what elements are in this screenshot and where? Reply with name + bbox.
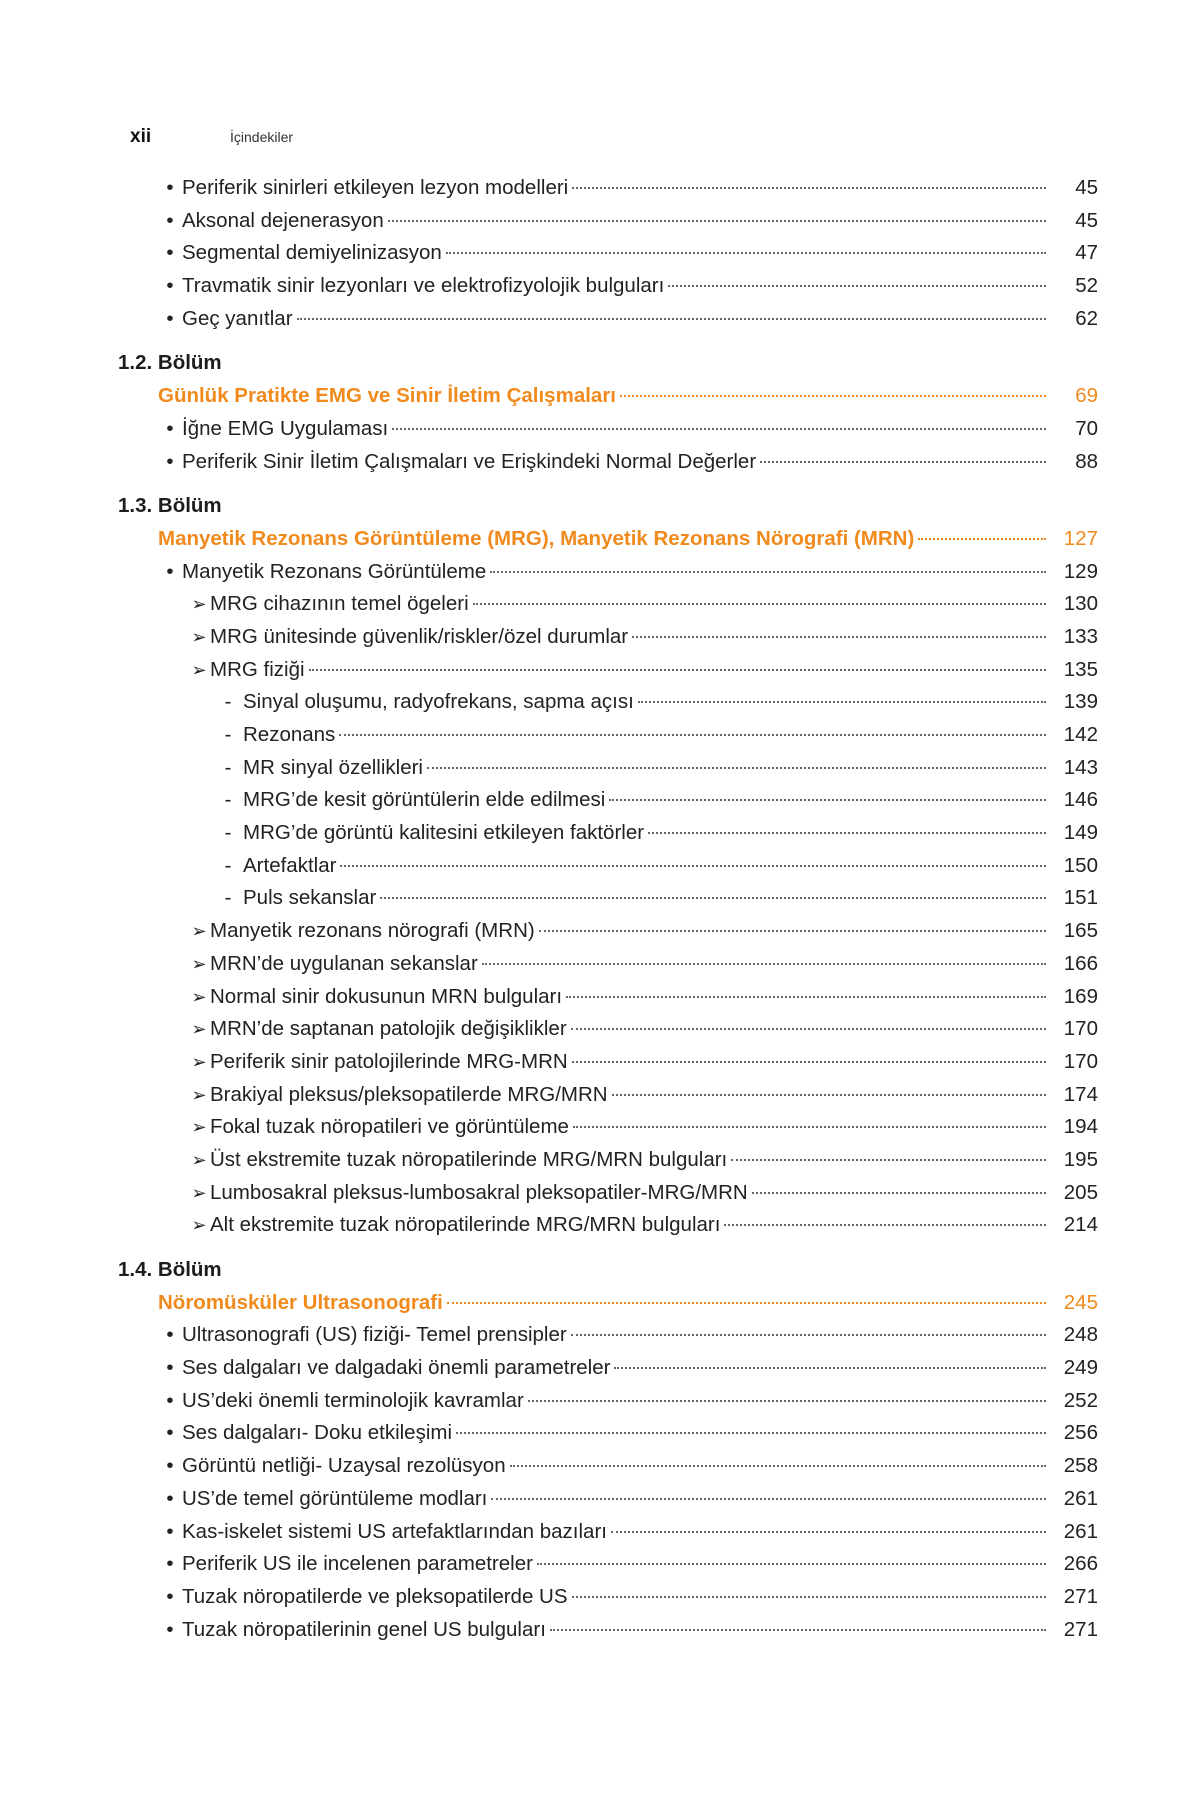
toc-entry[interactable] — [118, 1144, 1098, 1177]
arrow-marker-icon: ➢ — [191, 626, 207, 647]
toc-entry[interactable] — [118, 1548, 1098, 1581]
toc-entry-page: 266 — [1063, 1552, 1098, 1576]
toc-entry[interactable] — [118, 850, 1098, 883]
toc-entry-title: Üst ekstremite tuzak nöropatilerinde MRG/MRN bulguları — [210, 1147, 728, 1171]
toc-entry[interactable] — [118, 1417, 1098, 1450]
bullet-marker-icon: • — [166, 1356, 174, 1380]
dot-leader — [918, 538, 1046, 540]
dot-leader — [614, 1367, 1046, 1369]
toc-entry-title: Lumbosakral pleksus-lumbosakral pleksopatiler-MRG/MRN — [210, 1180, 748, 1204]
toc-entry-title: Ses dalgaları ve dalgadaki önemli parametreler — [182, 1356, 611, 1380]
dot-leader — [638, 701, 1046, 703]
dot-leader — [340, 865, 1046, 867]
toc-entry-page: 248 — [1063, 1323, 1098, 1347]
dot-leader — [309, 669, 1046, 671]
toc-entry-title: Sinyal oluşumu, radyofrekans, sapma açısı — [243, 690, 634, 714]
toc-entry-page: 62 — [1075, 306, 1098, 330]
toc-entry-page: 70 — [1075, 416, 1098, 440]
bullet-marker-icon: • — [166, 559, 174, 583]
dash-marker-icon: - — [224, 723, 232, 746]
toc-entry[interactable] — [118, 882, 1098, 915]
toc-entry[interactable] — [118, 1614, 1098, 1647]
toc-entry-title: Manyetik Rezonans Görüntüleme (MRG), Manyetik Rezonans Nörografi (MRN) — [158, 526, 915, 550]
toc-entry-title: Puls sekanslar — [243, 886, 377, 910]
toc-entry-page: 261 — [1063, 1519, 1098, 1543]
toc-entry-page: 174 — [1063, 1082, 1098, 1106]
dot-leader — [609, 799, 1046, 801]
toc-entry[interactable] — [118, 1319, 1098, 1352]
bullet-marker-icon: • — [166, 1388, 174, 1412]
toc-entry-title: Ses dalgaları- Doku etkileşimi — [182, 1421, 453, 1445]
toc-entry-page: 205 — [1063, 1180, 1098, 1204]
bullet-marker-icon: • — [166, 416, 174, 440]
dot-leader — [572, 1596, 1046, 1598]
toc-entry[interactable] — [118, 654, 1098, 687]
toc-entry[interactable] — [118, 621, 1098, 654]
toc-entry[interactable] — [118, 413, 1098, 446]
bullet-marker-icon: • — [166, 1552, 174, 1576]
toc-entry-title: Fokal tuzak nöropatileri ve görüntüleme — [210, 1115, 569, 1139]
dot-leader — [537, 1563, 1046, 1565]
section-heading: 1.2. Bölüm — [118, 351, 222, 375]
arrow-marker-icon: ➢ — [191, 1182, 207, 1203]
dot-leader — [632, 636, 1046, 638]
toc-entry[interactable] — [118, 1046, 1098, 1079]
dot-leader — [760, 461, 1046, 463]
dash-marker-icon: - — [224, 788, 232, 812]
dot-leader — [446, 252, 1046, 254]
toc-entry-page: 169 — [1063, 984, 1098, 1008]
toc-entry-title: Aksonal dejenerasyon — [182, 208, 384, 232]
toc-entry-page: 166 — [1063, 951, 1098, 975]
toc-entry-page: 195 — [1063, 1147, 1098, 1171]
toc-entry-title: MRG cihazının temel ögeleri — [210, 592, 469, 616]
toc-entry-page: 170 — [1063, 1017, 1098, 1041]
toc-entry-page: 146 — [1063, 788, 1098, 812]
dash-marker-icon: - — [224, 853, 232, 877]
toc-entry-title: Alt ekstremite tuzak nöropatilerinde MRG/MRN bulguları — [210, 1213, 721, 1237]
dot-leader — [611, 1531, 1046, 1533]
toc-entry-page: 249 — [1063, 1356, 1098, 1380]
toc-entry[interactable] — [118, 1209, 1098, 1242]
arrow-marker-icon: ➢ — [191, 1084, 207, 1105]
toc-entry[interactable] — [118, 752, 1098, 785]
bullet-marker-icon: • — [166, 1454, 174, 1478]
toc-entry-page: 194 — [1063, 1115, 1098, 1139]
toc-entry-title: Normal sinir dokusunun MRN bulguları — [210, 984, 563, 1008]
toc-entry-page: 271 — [1063, 1617, 1098, 1641]
toc-entry[interactable] — [118, 686, 1098, 719]
dot-leader — [550, 1629, 1046, 1631]
bullet-marker-icon: • — [166, 241, 174, 265]
dot-leader — [510, 1465, 1046, 1467]
arrow-marker-icon: ➢ — [191, 921, 207, 942]
arrow-marker-icon: ➢ — [191, 1051, 207, 1072]
bullet-marker-icon: • — [166, 1486, 174, 1510]
dot-leader — [297, 318, 1046, 320]
toc-entry-page: 52 — [1075, 274, 1098, 298]
toc-entry[interactable] — [118, 446, 1098, 479]
toc-entry[interactable] — [118, 303, 1098, 336]
dot-leader — [612, 1094, 1046, 1096]
toc-entry-title: MR sinyal özellikleri — [243, 755, 423, 779]
toc-entry-page: 261 — [1063, 1486, 1098, 1510]
bullet-marker-icon: • — [166, 274, 174, 298]
toc-entry[interactable] — [118, 817, 1098, 850]
dash-marker-icon: - — [224, 690, 232, 714]
toc-entry-title: Periferik sinir patolojilerinde MRG-MRN — [210, 1049, 568, 1073]
toc-entry-title: Periferik US ile incelenen parametreler — [182, 1552, 533, 1576]
bullet-marker-icon: • — [166, 1617, 174, 1641]
toc-entry-title: MRG’de kesit görüntülerin elde edilmesi — [243, 788, 606, 812]
dot-leader — [668, 285, 1046, 287]
toc-entry-title: Manyetik Rezonans Görüntüleme — [182, 559, 487, 583]
toc-entry-page: 170 — [1063, 1049, 1098, 1073]
toc-entry-page: 129 — [1063, 559, 1098, 583]
bullet-marker-icon: • — [166, 1421, 174, 1445]
toc-entry-page: 88 — [1075, 449, 1098, 473]
toc-entry-title: Görüntü netliği- Uzaysal rezolüsyon — [182, 1454, 506, 1478]
toc-entry[interactable] — [118, 1516, 1098, 1549]
toc-entry-page: 245 — [1063, 1290, 1098, 1314]
dot-leader — [539, 930, 1046, 932]
dot-leader — [490, 571, 1046, 573]
toc-entry-title: Brakiyal pleksus/pleksopatilerde MRG/MRN — [210, 1082, 608, 1106]
dot-leader — [566, 996, 1046, 998]
toc-entry[interactable] — [118, 981, 1098, 1014]
toc-entry-page: 45 — [1075, 208, 1098, 232]
toc-chapter-entry[interactable] — [118, 1287, 1098, 1320]
toc-entry-page: 69 — [1075, 384, 1098, 408]
toc-entry[interactable] — [118, 915, 1098, 948]
toc-entry-page: 130 — [1063, 592, 1098, 616]
toc-chapter-entry[interactable] — [118, 380, 1098, 413]
toc-entry-title: Tuzak nöropatilerinin genel US bulguları — [182, 1617, 546, 1641]
toc-entry-title: MRN’de uygulanan sekanslar — [210, 951, 478, 975]
toc-entry-page: 150 — [1063, 853, 1098, 877]
dot-leader — [724, 1224, 1046, 1226]
dash-marker-icon: - — [224, 886, 232, 910]
toc-entry-page: 127 — [1063, 526, 1098, 550]
toc-entry-title: Nöromüsküler Ultrasonografi — [158, 1290, 443, 1314]
toc-entry-page: 214 — [1063, 1213, 1098, 1237]
toc-entry-title: US’de temel görüntüleme modları — [182, 1486, 488, 1510]
bullet-marker-icon: • — [166, 306, 174, 330]
bullet-marker-icon: • — [166, 208, 174, 232]
bullet-marker-icon: • — [166, 1584, 174, 1608]
toc-entry[interactable] — [118, 1177, 1098, 1210]
arrow-marker-icon: ➢ — [191, 986, 207, 1007]
dot-leader — [572, 1061, 1046, 1063]
arrow-marker-icon: ➢ — [191, 1149, 207, 1170]
dash-marker-icon: - — [224, 755, 232, 779]
dot-leader — [456, 1432, 1046, 1434]
toc-entry-page: 165 — [1063, 919, 1098, 943]
dot-leader — [473, 603, 1046, 605]
dot-leader — [491, 1498, 1046, 1500]
bullet-marker-icon: • — [166, 1519, 174, 1543]
toc-entry-title: Manyetik rezonans nörografi (MRN) — [210, 919, 535, 943]
dot-leader — [731, 1159, 1046, 1161]
toc-entry-page: 139 — [1063, 690, 1098, 714]
dot-leader — [339, 734, 1046, 736]
toc-entry-title: Travmatik sinir lezyonları ve elektrofizyolojik bulguları — [182, 274, 665, 298]
toc-entry[interactable] — [118, 237, 1098, 270]
toc-entry-title: Günlük Pratikte EMG ve Sinir İletim Çalışmaları — [158, 384, 616, 408]
dot-leader — [571, 1028, 1046, 1030]
toc-entry-title: Artefaktlar — [243, 853, 337, 877]
dot-leader — [572, 187, 1046, 189]
toc-entry[interactable] — [118, 588, 1098, 621]
toc-entry[interactable] — [118, 1581, 1098, 1614]
bullet-marker-icon: • — [166, 449, 174, 473]
toc-entry-page: 271 — [1063, 1584, 1098, 1608]
arrow-marker-icon: ➢ — [191, 594, 207, 615]
toc-entry[interactable] — [118, 556, 1098, 589]
toc-entry-page: 258 — [1063, 1454, 1098, 1478]
toc-entry[interactable] — [118, 1483, 1098, 1516]
arrow-marker-icon: ➢ — [191, 953, 207, 974]
running-title: İçindekiler — [230, 129, 294, 145]
toc-entry-title: MRG’de görüntü kalitesini etkileyen faktörler — [243, 821, 645, 845]
arrow-marker-icon: ➢ — [191, 1215, 207, 1236]
toc-entry-title: MRN’de saptanan patolojik değişiklikler — [210, 1017, 567, 1041]
toc-entry-page: 149 — [1063, 821, 1098, 845]
toc-entry-title: Periferik sinirleri etkileyen lezyon modelleri — [182, 176, 569, 199]
dot-leader — [380, 897, 1046, 899]
dot-leader — [388, 220, 1046, 222]
toc-entry[interactable] — [118, 948, 1098, 981]
toc-entry-page: 151 — [1063, 886, 1098, 910]
toc-entry-title: Kas-iskelet sistemi US artefaktlarından bazıları — [182, 1519, 607, 1543]
dot-leader — [528, 1400, 1046, 1402]
toc-chapter-entry[interactable] — [118, 523, 1098, 556]
dash-marker-icon: - — [224, 821, 232, 845]
toc-entry-title: İğne EMG Uygulaması — [182, 416, 389, 440]
toc-entry-title: Rezonans — [243, 723, 336, 746]
toc-entry-page: 133 — [1063, 624, 1098, 648]
dot-leader — [392, 428, 1046, 430]
toc-entry-page: 252 — [1063, 1388, 1098, 1412]
toc-entry[interactable] — [118, 270, 1098, 303]
toc-entry[interactable] — [118, 205, 1098, 238]
toc-entry-page: 143 — [1063, 755, 1098, 779]
toc-entry-title: Ultrasonografi (US) fiziği- Temel prensipler — [182, 1323, 567, 1347]
toc-entry-title: Segmental demiyelinizasyon — [182, 241, 442, 265]
toc-entry[interactable] — [118, 784, 1098, 817]
dot-leader — [620, 395, 1046, 397]
dot-leader — [447, 1302, 1046, 1304]
toc-entry-page: 135 — [1063, 657, 1098, 681]
dot-leader — [648, 832, 1046, 834]
bullet-marker-icon: • — [166, 176, 174, 199]
toc-entry[interactable] — [118, 1013, 1098, 1046]
toc-entry-title: Geç yanıtlar — [182, 306, 293, 330]
section-heading: 1.3. Bölüm — [118, 494, 222, 518]
toc-entry[interactable] — [118, 1385, 1098, 1418]
toc-entry-title: MRG ünitesinde güvenlik/riskler/özel durumlar — [210, 624, 629, 648]
toc-entry[interactable] — [118, 172, 1098, 205]
toc-entry[interactable] — [118, 1450, 1098, 1483]
dot-leader — [482, 963, 1046, 965]
toc-entry-title: Tuzak nöropatilerde ve pleksopatilerde US — [182, 1584, 568, 1608]
table-of-contents — [118, 172, 1098, 1646]
page-header — [130, 126, 293, 148]
toc-entry-title: MRG fiziği — [210, 657, 305, 681]
arrow-marker-icon: ➢ — [191, 1117, 207, 1138]
toc-entry[interactable] — [118, 1079, 1098, 1112]
dot-leader — [427, 767, 1046, 769]
toc-entry-page: 45 — [1075, 176, 1098, 199]
toc-entry-page: 142 — [1063, 723, 1098, 746]
arrow-marker-icon: ➢ — [191, 1019, 207, 1040]
page-number: xii — [130, 126, 152, 147]
dot-leader — [573, 1126, 1046, 1128]
toc-entry[interactable] — [118, 719, 1098, 752]
toc-entry[interactable] — [118, 1111, 1098, 1144]
toc-entry-page: 256 — [1063, 1421, 1098, 1445]
toc-entry-page: 47 — [1075, 241, 1098, 265]
toc-entry[interactable] — [118, 1352, 1098, 1385]
section-heading: 1.4. Bölüm — [118, 1258, 222, 1281]
bullet-marker-icon: • — [166, 1323, 174, 1347]
dot-leader — [752, 1192, 1046, 1194]
toc-entry-title: Periferik Sinir İletim Çalışmaları ve Erişkindeki Normal Değerler — [182, 449, 757, 473]
dot-leader — [571, 1334, 1046, 1336]
arrow-marker-icon: ➢ — [191, 659, 207, 680]
toc-entry-title: US’deki önemli terminolojik kavramlar — [182, 1388, 524, 1412]
